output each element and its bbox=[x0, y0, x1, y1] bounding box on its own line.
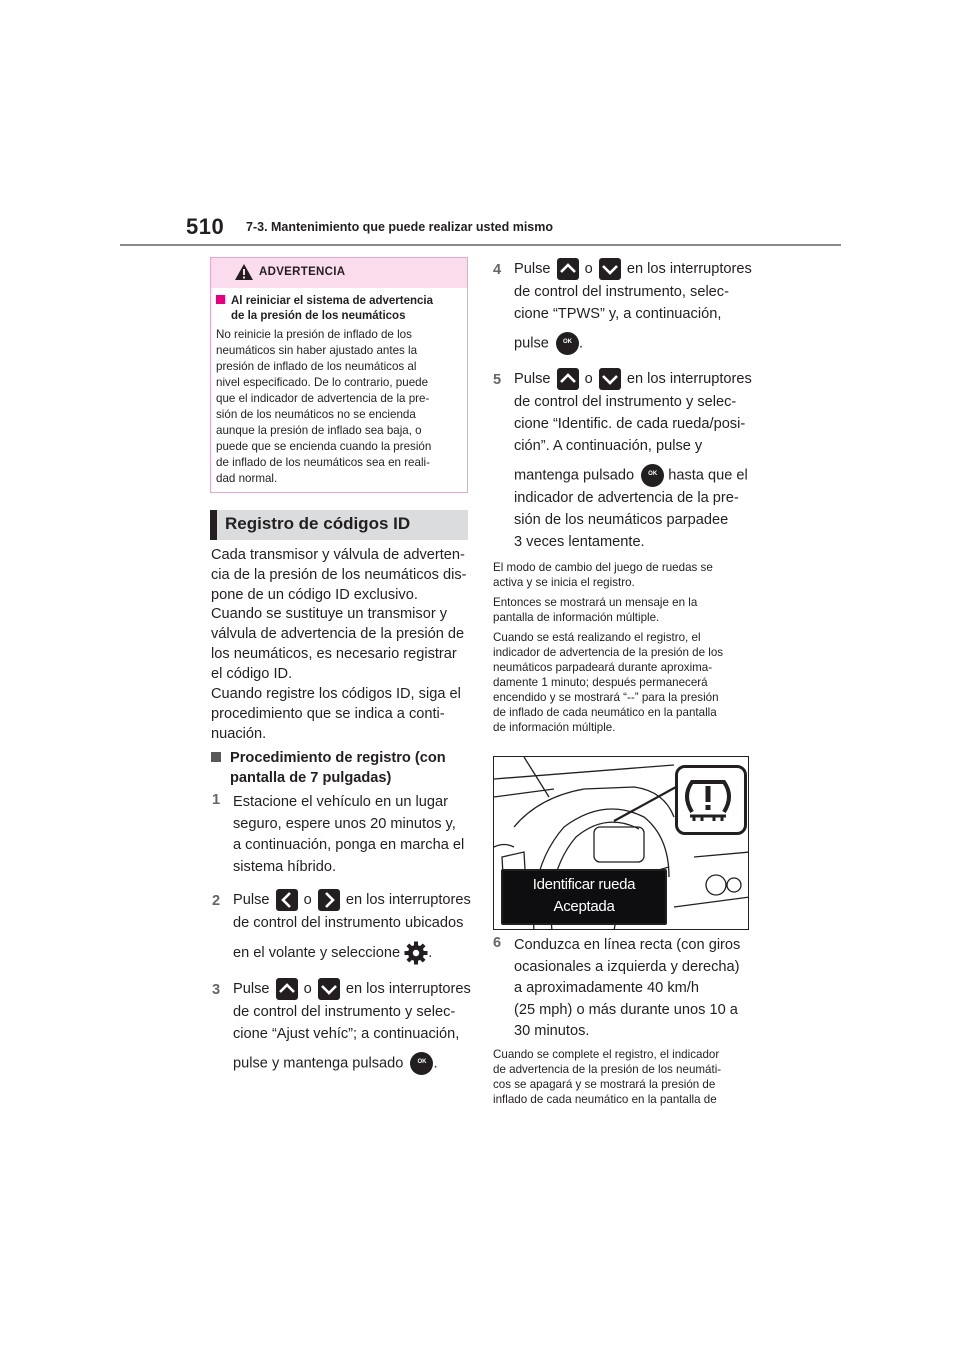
dashboard-illustration bbox=[493, 756, 749, 930]
paragraph-2: Cuando registre los códigos ID, siga el procedimiento que se indica a conti- nuación. bbox=[211, 686, 461, 742]
section-banner bbox=[210, 510, 468, 540]
ok-button-icon: OK bbox=[556, 332, 579, 355]
down-arrow-icon bbox=[318, 978, 340, 1000]
note-1: El modo de cambio del juego de ruedas se activa y se inicia el registro. bbox=[493, 561, 713, 589]
note-2: Entonces se mostrará un mensaje en la pantalla de información múltiple. bbox=[493, 596, 698, 624]
warning-subtitle: Al reiniciar el sistema de advertencia de la presión de los neumáticos bbox=[216, 294, 461, 324]
step-6-number: 6 bbox=[493, 935, 502, 951]
warning-triangle-icon bbox=[234, 263, 254, 281]
procedure-heading: Procedimiento de registro (con pantalla de 7 pulgadas) bbox=[211, 749, 446, 789]
step-2-line-1: Pulse o en los interruptores bbox=[233, 889, 471, 911]
left-arrow-icon bbox=[276, 889, 298, 911]
page-number: 510 bbox=[186, 214, 225, 239]
warning-label: ADVERTENCIA bbox=[259, 266, 346, 278]
step-4-line-4: pulse OK . bbox=[514, 332, 583, 355]
warning-body: No reinicie la presión de inflado de los neumáticos sin haber ajustado antes la presión de inflado de los neumáticos al nivel especificado. De lo contrario, puede que el indicador de advertencia de la pre- sión de los neumáticos no se encienda aunque la presión de inflado sea baja, o puede que se encienda cuando la presión de inflado de los neumáticos sea en reali- dad normal. bbox=[216, 328, 432, 485]
step-3-line-3: cione “Ajust vehíc”; a continuación, bbox=[233, 1026, 460, 1042]
up-arrow-icon bbox=[557, 258, 579, 280]
grey-square-bullet bbox=[211, 752, 221, 762]
section-heading: Registro de códigos ID bbox=[225, 514, 411, 533]
note-3: Cuando se está realizando el registro, el indicador de advertencia de la presión de los neumáticos parpadeará durante aproxima- damente 1 minuto; después permanecerá encendido y se mostrará “--” para la presión de inflado de cada neumático en la pantalla de información múltiple. bbox=[493, 631, 724, 734]
note-4: Cuando se complete el registro, el indicador de advertencia de la presión de los neumáti- cos se apagará y se mostrará la presión de inflado de cada neumático en la pantalla de bbox=[493, 1048, 722, 1106]
step-2-line-3: en el volante y seleccione . bbox=[233, 941, 432, 965]
ok-button-icon: OK bbox=[641, 464, 664, 487]
step-5-line-7: sión de los neumáticos parpadee bbox=[514, 512, 729, 528]
ok-button-icon: OK bbox=[410, 1052, 433, 1075]
step-3-line-4: pulse y mantenga pulsado OK . bbox=[233, 1052, 438, 1075]
step-5-line-5: mantenga pulsado OK hasta que el bbox=[514, 464, 748, 487]
step-5-number: 5 bbox=[493, 372, 502, 388]
step-2-line-2: de control del instrumento ubicados bbox=[233, 915, 464, 931]
step-5-line-3: cione “Identific. de cada rueda/posi- bbox=[514, 416, 746, 432]
step-5-line-2: de control del instrumento y selec- bbox=[514, 394, 737, 410]
step-4-line-2: de control del instrumento, selec- bbox=[514, 284, 729, 300]
step-6-text: Conduzca en línea recta (con giros ocasionales a izquierda y derecha) a aproximadamente 40 km/h (25 mph) o más durante unos 10 a 30 minutos. bbox=[514, 937, 741, 1039]
step-3-line-2: de control del instrumento y selec- bbox=[233, 1004, 456, 1020]
warning-box bbox=[210, 257, 468, 493]
header-rule bbox=[120, 244, 841, 246]
step-5-line-6: indicador de advertencia de la pre- bbox=[514, 490, 739, 506]
step-5-line-8: 3 veces lentamente. bbox=[514, 534, 645, 550]
warning-header bbox=[211, 258, 467, 288]
down-arrow-icon bbox=[599, 368, 621, 390]
step-4-line-1: Pulse o en los interruptores bbox=[514, 258, 752, 280]
step-2-number: 2 bbox=[212, 893, 221, 909]
step-1-text: Estacione el vehículo en un lugar seguro, espere unos 20 minutos y, a continuación, ponga en marcha el sistema híbrido. bbox=[233, 794, 465, 875]
step-5-line-1: Pulse o en los interruptores bbox=[514, 368, 752, 390]
up-arrow-icon bbox=[557, 368, 579, 390]
pink-square-bullet bbox=[216, 295, 225, 304]
gear-icon bbox=[404, 941, 428, 965]
up-arrow-icon bbox=[276, 978, 298, 1000]
step-3-number: 3 bbox=[212, 982, 221, 998]
tpms-warning-icon bbox=[675, 765, 747, 835]
step-4-number: 4 bbox=[493, 262, 502, 278]
step-3-line-1: Pulse o en los interruptores bbox=[233, 978, 471, 1000]
step-1-number: 1 bbox=[212, 792, 221, 808]
paragraph-1: Cada transmisor y válvula de adverten- cia de la presión de los neumáticos dis- pone de un código ID exclusivo. Cuando se sustituye un transmisor y válvula de advertencia de la presión de los neumáticos, es necesario registrar el código ID. bbox=[211, 547, 467, 682]
step-5-line-4: ción”. A continuación, pulse y bbox=[514, 438, 703, 454]
right-arrow-icon bbox=[318, 889, 340, 911]
multi-information-display-message: Identificar rueda Aceptada bbox=[501, 869, 667, 925]
section-title: 7-3. Mantenimiento que puede realizar usted mismo bbox=[246, 220, 554, 234]
step-4-line-3: cione “TPWS” y, a continuación, bbox=[514, 306, 722, 322]
down-arrow-icon bbox=[599, 258, 621, 280]
